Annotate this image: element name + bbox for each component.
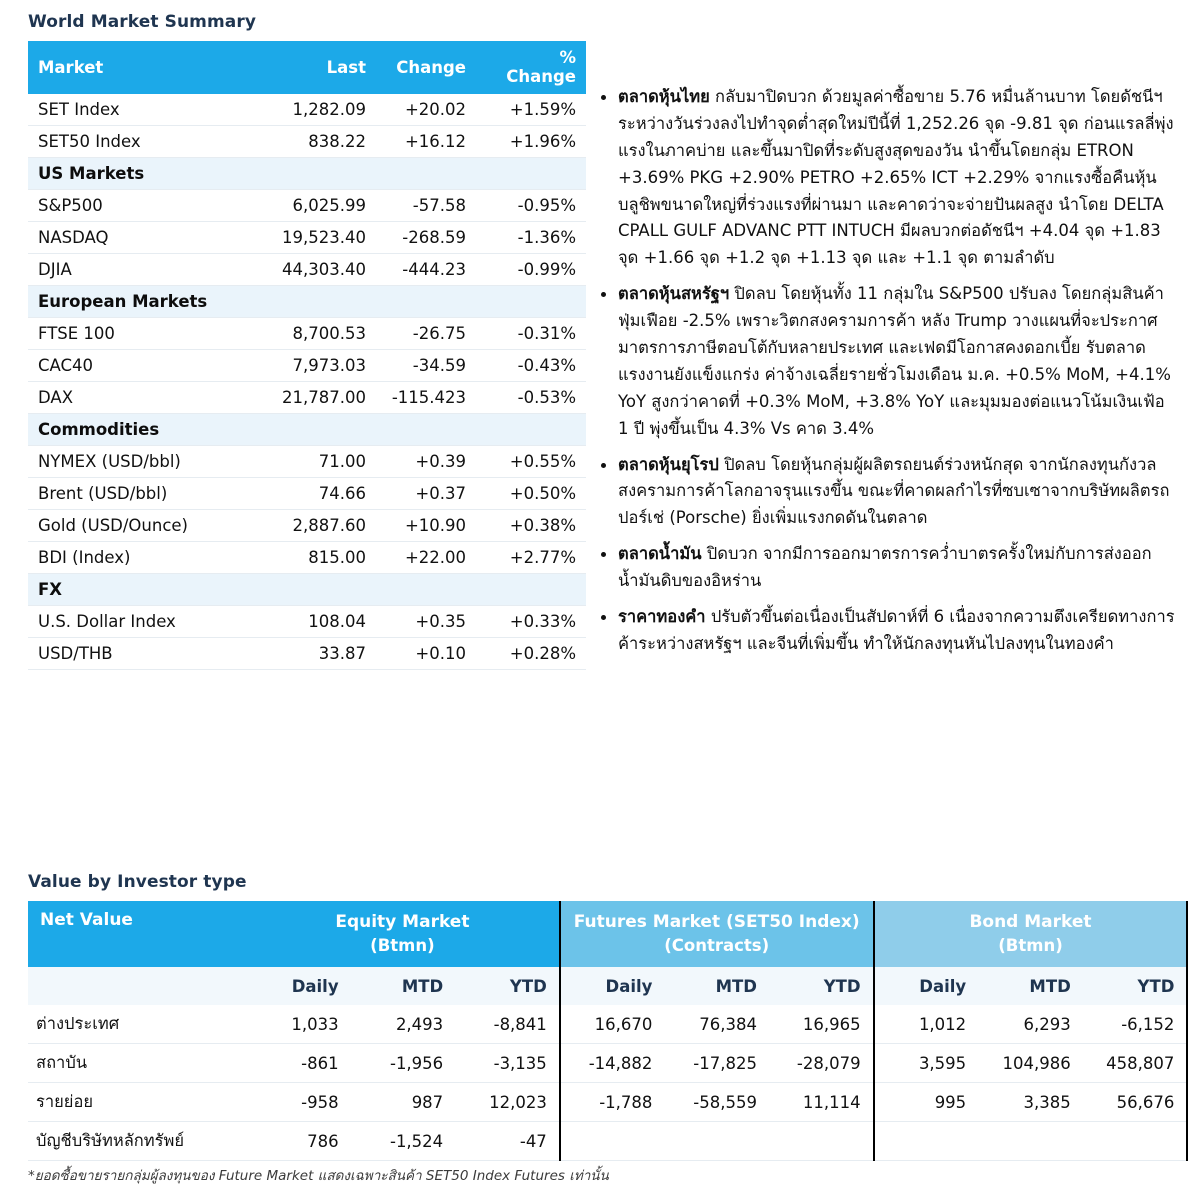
subheader-equity-daily: Daily — [246, 967, 351, 1005]
group-header-futures-unit: (Contracts) — [664, 936, 770, 956]
market-last: 1,282.09 — [260, 94, 376, 126]
investor-value-equity: 786 — [246, 1122, 351, 1161]
commentary-bullet — [596, 452, 1176, 533]
column-header-last: Last — [260, 41, 376, 94]
market-pct-change: +0.28% — [476, 638, 586, 670]
market-change: +0.39 — [376, 446, 476, 478]
table-row — [28, 94, 586, 126]
market-name: NYMEX (USD/bbl) — [28, 446, 260, 478]
commentary-bullet-text: ปิดลบ โดยหุ้นทั้ง 11 กลุ่มใน S&P500 ปรับลง โดยกลุ่มสินค้าฟุ่มเฟือย -2.5% เพราะวิตกสงครามการค้า หลัง Trump วางแผนที่จะประกาศมาตรการภาษีตอบโต้กับหลายประเทศ และเฟดมีโอกาสคงดอกเบี้ย รับตลาดแรงงานยังแข็งแกร่ง ค่าจ้างเฉลี่ยรายชั่วโมงเดือน ม.ค. +0.5% MoM, +4.1% YoY สูงกว่าคาดที่ +0.3% MoM, +3.8% YoY และมุมมองต่อแนวโน้มเงินเฟ้อ 1 ปี พุ่งขึ้นเป็น 4.3% Vs คาด 3.4% — [618, 284, 1171, 438]
commentary-bullet — [596, 604, 1176, 658]
investor-value-futures: 16,670 — [560, 1005, 665, 1044]
group-header-equity-market — [246, 901, 560, 967]
market-change: -444.23 — [376, 254, 476, 286]
net-value-label: Net Value — [28, 901, 246, 967]
group-header-bond-unit: (Btmn) — [998, 936, 1063, 956]
investor-table-title: Value by Investor type — [28, 872, 247, 892]
market-pct-change: -1.36% — [476, 222, 586, 254]
commentary-bullet-text: ปิดลบ โดยหุ้นกลุ่มผู้ผลิตรถยนต์ร่วงหนักสุด จากนักลงทุนกังวลสงครามการค้าโลกอาจรุนแรงขึ้น ขณะที่คาดผลกำไรที่ซบเซาจากบริษัทผลิตรถปอร์เช่ (Porsche) ยิ่งเพิ่มแรงกดดันในตลาด — [618, 454, 1170, 528]
market-last: 19,523.40 — [260, 222, 376, 254]
commentary-bullet-lead: ตลาดหุ้นยุโรป — [618, 454, 719, 474]
table-row — [28, 510, 586, 542]
table-row — [28, 446, 586, 478]
investor-value-equity: 987 — [351, 1083, 456, 1122]
table-row — [28, 606, 586, 638]
market-pct-change: -0.31% — [476, 318, 586, 350]
group-header-futures-market — [560, 901, 874, 967]
investor-value-equity: -958 — [246, 1083, 351, 1122]
subheader-futures-daily: Daily — [560, 967, 665, 1005]
market-pct-change: -0.99% — [476, 254, 586, 286]
group-header-equity-name: Equity Market — [335, 911, 470, 932]
investor-value-equity: -8,841 — [455, 1005, 560, 1044]
investor-value-equity: 2,493 — [351, 1005, 456, 1044]
investor-type-name: บัญชีบริษัทหลักทรัพย์ — [28, 1122, 246, 1161]
subheader-equity-ytd: YTD — [455, 967, 560, 1005]
investor-value-bond: 6,293 — [978, 1005, 1083, 1044]
investor-value-equity: -3,135 — [455, 1044, 560, 1083]
commentary-bullet-text: ปิดบวก จากมีการออกมาตรการคว่ำบาตรครั้งใหม่กับการส่งออกน้ำมันดิบของอิหร่าน — [618, 544, 1152, 591]
investor-value-equity: -1,956 — [351, 1044, 456, 1083]
market-name: BDI (Index) — [28, 542, 260, 574]
investor-type-name: ต่างประเทศ — [28, 1005, 246, 1044]
market-change: -34.59 — [376, 350, 476, 382]
investor-value-equity: -47 — [455, 1122, 560, 1161]
market-name: Brent (USD/bbl) — [28, 478, 260, 510]
market-last: 74.66 — [260, 478, 376, 510]
market-section-label: Commodities — [28, 414, 586, 446]
market-name: SET50 Index — [28, 126, 260, 158]
investor-value-futures: 11,114 — [769, 1083, 874, 1122]
market-last: 838.22 — [260, 126, 376, 158]
market-change: +0.37 — [376, 478, 476, 510]
market-last: 815.00 — [260, 542, 376, 574]
investor-value-futures: 76,384 — [664, 1005, 769, 1044]
table-footnote — [28, 1164, 1188, 1186]
market-name: USD/THB — [28, 638, 260, 670]
commentary-bullet — [596, 541, 1176, 595]
market-commentary-panel — [596, 84, 1176, 667]
market-section-label: FX — [28, 574, 586, 606]
investor-value-futures: -58,559 — [664, 1083, 769, 1122]
market-name: FTSE 100 — [28, 318, 260, 350]
market-name: Gold (USD/Ounce) — [28, 510, 260, 542]
market-section-header — [28, 158, 586, 190]
investor-value-bond: -6,152 — [1083, 1005, 1188, 1044]
market-last: 2,887.60 — [260, 510, 376, 542]
value-by-investor-type-panel — [28, 872, 1188, 1186]
table-row — [28, 1044, 1187, 1083]
market-name: CAC40 — [28, 350, 260, 382]
market-last: 6,025.99 — [260, 190, 376, 222]
table-row — [28, 1122, 1187, 1161]
commentary-bullet — [596, 281, 1176, 442]
investor-value-bond: 995 — [874, 1083, 979, 1122]
market-last: 44,303.40 — [260, 254, 376, 286]
table-row — [28, 126, 586, 158]
investor-value-bond: 104,986 — [978, 1044, 1083, 1083]
subheader-blank — [28, 967, 246, 1005]
table-row — [28, 222, 586, 254]
investor-value-futures: -14,882 — [560, 1044, 665, 1083]
investor-value-bond: 458,807 — [1083, 1044, 1188, 1083]
world-market-summary-table — [28, 41, 586, 670]
market-change: +22.00 — [376, 542, 476, 574]
table-header-row — [28, 41, 586, 94]
table-row — [28, 1083, 1187, 1122]
investor-value-futures: -1,788 — [560, 1083, 665, 1122]
investor-type-name: รายย่อย — [28, 1083, 246, 1122]
group-header-futures-name: Futures Market (SET50 Index) — [573, 911, 860, 932]
market-name: DJIA — [28, 254, 260, 286]
market-last: 108.04 — [260, 606, 376, 638]
investor-value-futures: -17,825 — [664, 1044, 769, 1083]
investor-group-header-row — [28, 901, 1187, 967]
table-row — [28, 190, 586, 222]
table-row — [28, 478, 586, 510]
market-pct-change: +1.96% — [476, 126, 586, 158]
market-change: +20.02 — [376, 94, 476, 126]
investor-value-bond: 56,676 — [1083, 1083, 1188, 1122]
market-pct-change: +0.38% — [476, 510, 586, 542]
market-pct-change: +0.50% — [476, 478, 586, 510]
investor-value-bond: 3,595 — [874, 1044, 979, 1083]
market-change: -26.75 — [376, 318, 476, 350]
market-last: 71.00 — [260, 446, 376, 478]
investor-type-name: สถาบัน — [28, 1044, 246, 1083]
investor-value-equity: 1,033 — [246, 1005, 351, 1044]
column-header-pctchange: % Change — [476, 41, 586, 94]
investor-value-bond: 3,385 — [978, 1083, 1083, 1122]
investor-value-bond: 1,012 — [874, 1005, 979, 1044]
market-section-header — [28, 414, 586, 446]
market-pct-change: -0.95% — [476, 190, 586, 222]
commentary-bullet-text: กลับมาปิดบวก ด้วยมูลค่าซื้อขาย 5.76 หมื่นล้านบาท โดยดัชนีฯ ระหว่างวันร่วงลงไปทำจุดต่ำสุดใหม่ปีนี้ที่ 1,252.26 จุด -9.81 จุด ก่อนแรลลี่พุ่งแรงในภาคบ่าย และขึ้นมาปิดที่ระดับสูงสุดของวัน นำขึ้นโดยกลุ่ม ETRON +3.69% PKG +2.90% PETRO +2.65% ICT +2.29% จากแรงซื้อคืนหุ้นบลูชิพขนาดใหญ่ที่ร่วงแรงที่ผ่านมา และคาดว่าจะจ่ายปันผลสูง นำโดย DELTA CPALL GULF ADVANC PTT INTUCH มีผลบวกต่อดัชนีฯ +4.04 จุด +1.83 จุด +1.66 จุด +1.2 จุด +1.13 จุด และ +1.1 จุด ตามลำดับ — [618, 87, 1174, 268]
investor-value-bond — [874, 1122, 979, 1161]
market-last: 33.87 — [260, 638, 376, 670]
market-pct-change: +1.59% — [476, 94, 586, 126]
market-change: -57.58 — [376, 190, 476, 222]
commentary-bullet-lead: ตลาดหุ้นไทย — [618, 87, 710, 106]
column-header-change: Change — [376, 41, 476, 94]
group-header-bond-market — [874, 901, 1188, 967]
table-row — [28, 638, 586, 670]
market-last: 8,700.53 — [260, 318, 376, 350]
market-name: SET Index — [28, 94, 260, 126]
investor-value-futures: -28,079 — [769, 1044, 874, 1083]
investor-value-futures: 16,965 — [769, 1005, 874, 1044]
table-row — [28, 1005, 1187, 1044]
market-name: S&P500 — [28, 190, 260, 222]
market-name: NASDAQ — [28, 222, 260, 254]
market-section-header — [28, 286, 586, 318]
market-pct-change: -0.43% — [476, 350, 586, 382]
market-last: 7,973.03 — [260, 350, 376, 382]
subheader-bond-daily: Daily — [874, 967, 979, 1005]
table-row — [28, 382, 586, 414]
subheader-bond-ytd: YTD — [1083, 967, 1188, 1005]
market-change: +10.90 — [376, 510, 476, 542]
subheader-equity-mtd: MTD — [351, 967, 456, 1005]
commentary-bullet-lead: ตลาดหุ้นสหรัฐฯ — [618, 284, 730, 304]
market-pct-change: +2.77% — [476, 542, 586, 574]
market-change: +16.12 — [376, 126, 476, 158]
investor-value-equity: -1,524 — [351, 1122, 456, 1161]
footnote-text: ยอดซื้อขายรายกลุ่มผู้ลงทุนของ Future Market แสดงเฉพาะสินค้า SET50 Index Futures เท่านั้น — [34, 1168, 609, 1184]
investor-value-bond — [1083, 1122, 1188, 1161]
market-change: +0.35 — [376, 606, 476, 638]
commentary-bullet-lead: ราคาทองคำ — [618, 607, 706, 627]
market-last: 21,787.00 — [260, 382, 376, 414]
investor-value-futures — [769, 1122, 874, 1161]
market-section-label: US Markets — [28, 158, 586, 190]
table-row — [28, 318, 586, 350]
subheader-bond-mtd: MTD — [978, 967, 1083, 1005]
market-pct-change: +0.55% — [476, 446, 586, 478]
market-section-header — [28, 574, 586, 606]
market-name: DAX — [28, 382, 260, 414]
market-change: +0.10 — [376, 638, 476, 670]
market-name: U.S. Dollar Index — [28, 606, 260, 638]
commentary-list — [596, 84, 1176, 658]
table-row — [28, 350, 586, 382]
investor-subheader-row — [28, 967, 1187, 1005]
page-title: World Market Summary — [28, 12, 257, 32]
table-row — [28, 542, 586, 574]
investor-value-equity: -861 — [246, 1044, 351, 1083]
market-section-label: European Markets — [28, 286, 586, 318]
market-change: -268.59 — [376, 222, 476, 254]
commentary-bullet — [596, 84, 1176, 272]
investor-value-bond — [978, 1122, 1083, 1161]
table-row — [28, 254, 586, 286]
investor-value-futures — [560, 1122, 665, 1161]
commentary-bullet-text: ปรับตัวขึ้นต่อเนื่องเป็นสัปดาห์ที่ 6 เนื่องจากความตึงเครียดทางการค้าระหว่างสหรัฐฯ และจีนที่เพิ่มขึ้น ทำให้นักลงทุนหันไปลงทุนในทองคำ — [618, 607, 1175, 653]
value-by-investor-type-table — [28, 901, 1188, 1161]
column-header-market: Market — [28, 41, 260, 94]
subheader-futures-mtd: MTD — [664, 967, 769, 1005]
world-market-summary-panel — [28, 12, 586, 670]
subheader-futures-ytd: YTD — [769, 967, 874, 1005]
market-change: -115.423 — [376, 382, 476, 414]
market-pct-change: +0.33% — [476, 606, 586, 638]
commentary-bullet-lead: ตลาดน้ำมัน — [618, 544, 702, 564]
group-header-bond-name: Bond Market — [969, 911, 1092, 932]
market-pct-change: -0.53% — [476, 382, 586, 414]
investor-value-equity: 12,023 — [455, 1083, 560, 1122]
group-header-equity-unit: (Btmn) — [370, 936, 435, 956]
investor-value-futures — [664, 1122, 769, 1161]
footnote-star: * — [28, 1168, 35, 1184]
